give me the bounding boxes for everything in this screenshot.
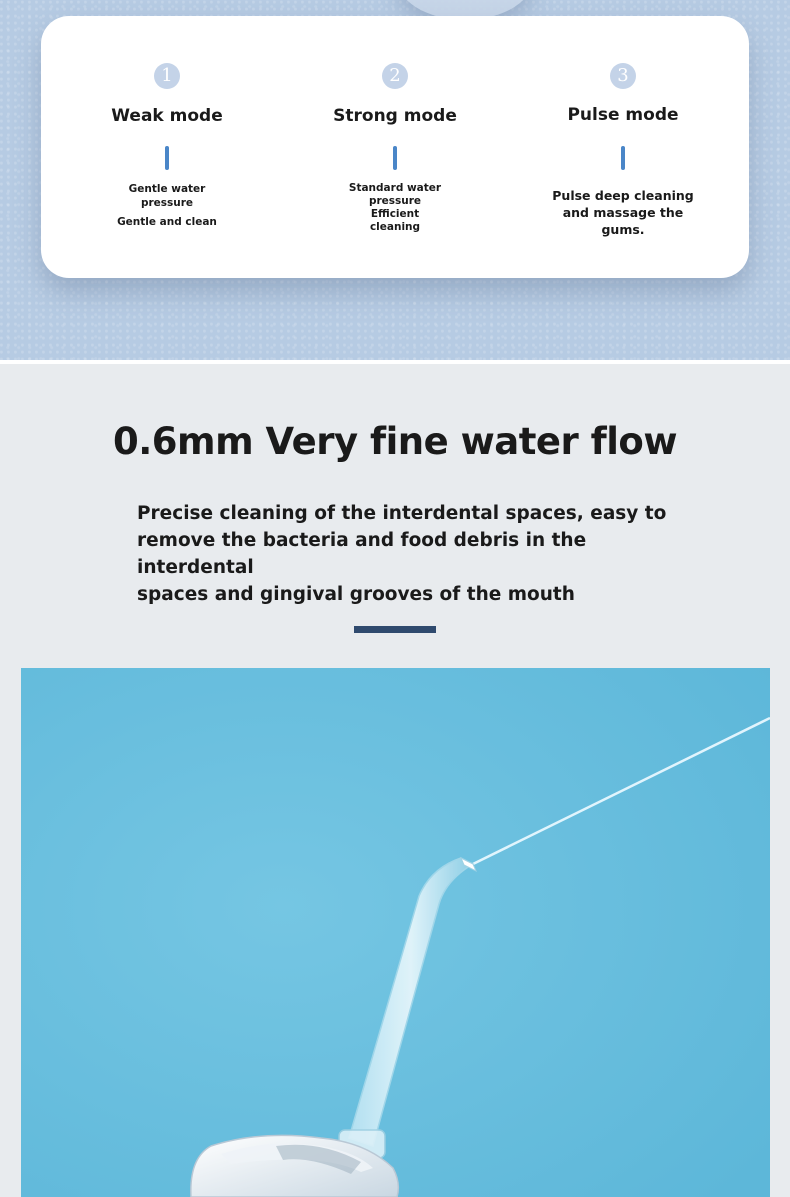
feature-description-line: Precise cleaning of the interdental spaces, easy to: [137, 503, 667, 524]
mode-description-line: gums.: [601, 222, 645, 237]
feature-description-line: spaces and gingival grooves of the mouth: [137, 584, 575, 605]
mode-description-line: and massage the: [562, 205, 684, 220]
mode-number-badge: 3: [610, 63, 636, 89]
image-background: [21, 668, 770, 1197]
mode-accent-bar: [393, 146, 397, 170]
mode-weak: [67, 16, 267, 278]
mode-description-extra: Gentle and clean: [117, 216, 217, 228]
mode-accent-bar: [165, 146, 169, 170]
modes-card: [41, 16, 749, 278]
mode-description-line: Pulse deep cleaning: [552, 188, 694, 203]
feature-description: [137, 500, 667, 608]
mode-pulse: [523, 16, 723, 278]
feature-description-line: remove the bacteria and food debris in the interdental: [137, 530, 587, 578]
mode-accent-bar: [621, 146, 625, 170]
mode-description-line: pressure: [140, 197, 194, 209]
feature-headline: 0.6mm Very fine water flow: [112, 420, 678, 463]
section-divider: [0, 360, 790, 364]
mode-description: [538, 187, 708, 238]
mode-title: Pulse mode: [567, 105, 679, 125]
mode-number-badge: 1: [154, 63, 180, 89]
water-flosser-illustration: [21, 668, 770, 1197]
mode-description-line: Standard water: [348, 182, 442, 194]
mode-strong: [295, 16, 495, 278]
product-image: [21, 668, 770, 1197]
accent-rule: [354, 626, 436, 633]
mode-description-line: cleaning: [369, 221, 421, 233]
mode-title: Weak mode: [111, 106, 223, 126]
mode-description-line: Efficient: [370, 208, 420, 220]
mode-description: [335, 182, 455, 234]
mode-description-line: pressure: [368, 195, 422, 207]
mode-description: [107, 182, 227, 229]
mode-description-line: Gentle water: [128, 183, 206, 195]
mode-number-badge: 2: [382, 63, 408, 89]
mode-title: Strong mode: [333, 106, 457, 126]
